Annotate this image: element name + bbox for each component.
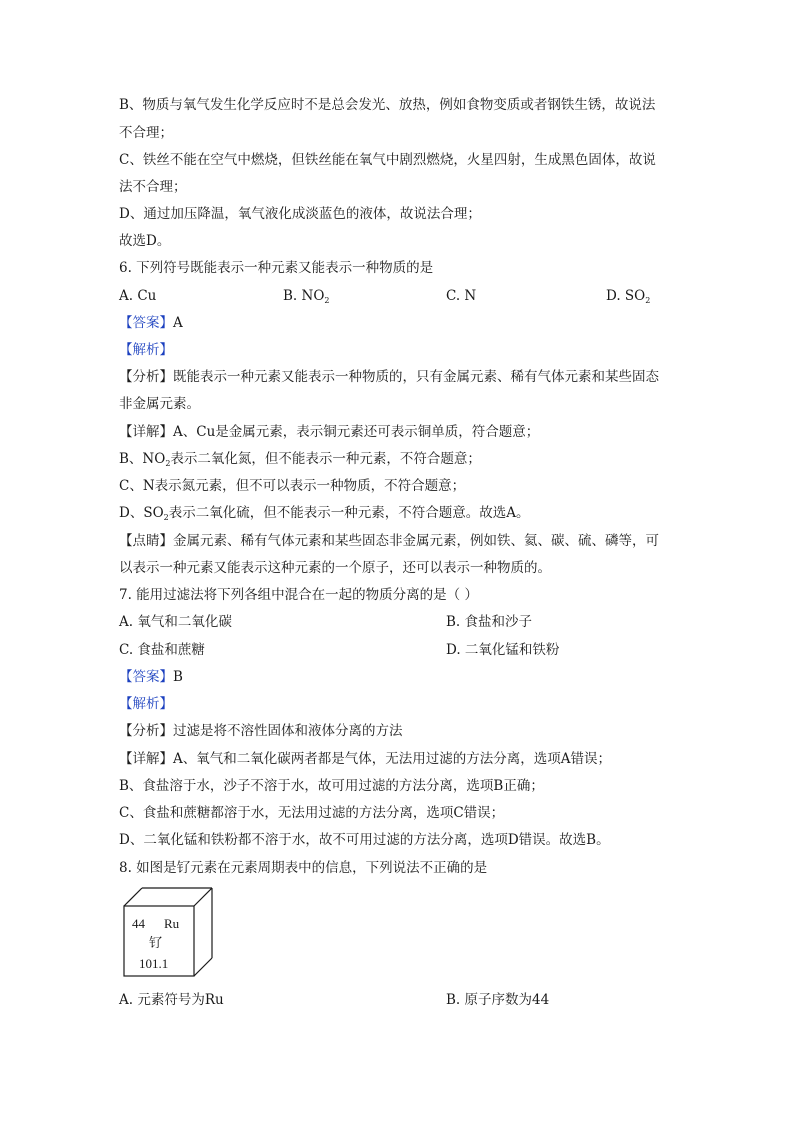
element-atomic-number: 44 <box>132 916 145 931</box>
fenxi-text: 既能表示一种元素又能表示一种物质的，只有金属元素、稀有气体元素和某些固态 <box>173 369 659 385</box>
q6-option-b-text: B. NO <box>283 288 325 304</box>
q6-dianjing <box>119 531 659 551</box>
dianjing-tag: 【点睛】 <box>119 533 173 549</box>
q6-detail-d <box>119 503 529 528</box>
answer-tag: 【答案】 <box>119 315 173 331</box>
subscript: 2 <box>324 296 330 305</box>
prev-answer-line: D、通过加压降温，氧气液化成淡蓝色的液体，故说法合理； <box>119 206 481 222</box>
subscript: 2 <box>645 296 651 305</box>
q6-fenxi-cont: 非金属元素。 <box>119 396 200 412</box>
xiangjie-text: A、Cu是金属元素，表示铜元素还可表示铜单质，符合题意； <box>173 424 540 440</box>
question-6-stem: 6. 下列符号既能表示一种元素又能表示一种物质的是 <box>119 260 434 276</box>
dianjing-text: 金属元素、稀有气体元素和某些固态非金属元素，例如铁、氦、碳、硫、磷等，可 <box>173 533 659 549</box>
question-7-stem: 7. 能用过滤法将下列各组中混合在一起的物质分离的是（ ） <box>119 587 478 603</box>
subscript: 2 <box>163 513 169 522</box>
q6-detail-c: C、N表示氮元素，但不可以表示一种物质，不符合题意； <box>119 478 466 494</box>
answer-value: A <box>173 315 183 331</box>
q6-option-d <box>606 286 650 311</box>
answer-tag: 【答案】 <box>119 669 173 685</box>
fenxi-text: 过滤是将不溶性固体和液体分离的方法 <box>173 723 403 739</box>
q7-answer <box>119 667 183 687</box>
q7-analysis-tag: 【解析】 <box>119 696 173 712</box>
q6-option-a: A. Cu <box>119 288 157 304</box>
detail-prefix: B、NO <box>119 451 166 467</box>
xiangjie-tag: 【详解】 <box>119 424 173 440</box>
detail-text: 表示二氧化硫，但不能表示一种元素，不符合题意。故选A。 <box>168 505 530 521</box>
fenxi-tag: 【分析】 <box>119 723 173 739</box>
prev-answer-line: B、物质与氧气发生化学反应时不是总会发光、放热，例如食物变质或者钢铁生锈，故说法 <box>119 97 656 113</box>
element-symbol: Ru <box>164 916 180 931</box>
q8-option-a: A. 元素符号为Ru <box>119 992 224 1008</box>
prev-answer-line: C、铁丝不能在空气中燃烧，但铁丝能在氧气中剧烈燃烧，火星四射，生成黑色固体，故说 <box>119 152 656 168</box>
q6-detail-b <box>119 449 481 474</box>
prev-answer-line: 不合理； <box>119 125 173 141</box>
q6-dianjing-cont: 以表示一种元素又能表示这种元素的一个原子，还可以表示一种物质的。 <box>119 560 551 576</box>
q7-detail-b: B、食盐溶于水，沙子不溶于水，故可用过滤的方法分离，选项B正确； <box>119 778 544 794</box>
detail-prefix: D、SO <box>119 505 164 521</box>
element-cell-box <box>122 886 214 978</box>
q7-xiangjie <box>119 749 611 769</box>
q7-option-c: C. 食盐和蔗糖 <box>119 642 205 658</box>
subscript: 2 <box>165 459 171 468</box>
q7-detail-c: C、食盐和蔗糖都溶于水，无法用过滤的方法分离，选项C错误； <box>119 805 505 821</box>
element-atomic-mass: 101.1 <box>139 956 169 971</box>
detail-text: 表示二氧化氮，但不能表示一种元素，不符合题意； <box>170 451 481 467</box>
q6-option-c: C. N <box>446 288 477 304</box>
q8-option-b: B. 原子序数为44 <box>446 992 550 1008</box>
q7-fenxi <box>119 721 403 741</box>
q7-option-a: A. 氧气和二氧化碳 <box>119 614 232 630</box>
prev-answer-line: 故选D。 <box>119 233 171 249</box>
q6-option-d-text: D. SO <box>606 288 646 304</box>
q6-fenxi <box>119 367 659 387</box>
q6-xiangjie <box>119 422 539 442</box>
element-cell-figure <box>122 886 214 978</box>
q7-option-b: B. 食盐和沙子 <box>446 614 533 630</box>
xiangjie-text: A、氧气和二氧化碳两者都是气体，无法用过滤的方法分离，选项A错误； <box>173 751 611 767</box>
q6-answer <box>119 313 183 333</box>
prev-answer-line: 法不合理； <box>119 179 187 195</box>
xiangjie-tag: 【详解】 <box>119 751 173 767</box>
answer-value: B <box>173 669 183 685</box>
question-8-stem: 8. 如图是钌元素在元素周期表中的信息，下列说法不正确的是 <box>119 860 488 876</box>
q6-option-b <box>283 286 329 311</box>
q6-analysis-tag: 【解析】 <box>119 342 173 358</box>
q7-detail-d: D、二氧化锰和铁粉都不溶于水，故不可用过滤的方法分离，选项D错误。故选B。 <box>119 832 610 848</box>
fenxi-tag: 【分析】 <box>119 369 173 385</box>
q7-option-d: D. 二氧化锰和铁粉 <box>446 642 560 658</box>
element-name: 钌 <box>149 936 163 951</box>
